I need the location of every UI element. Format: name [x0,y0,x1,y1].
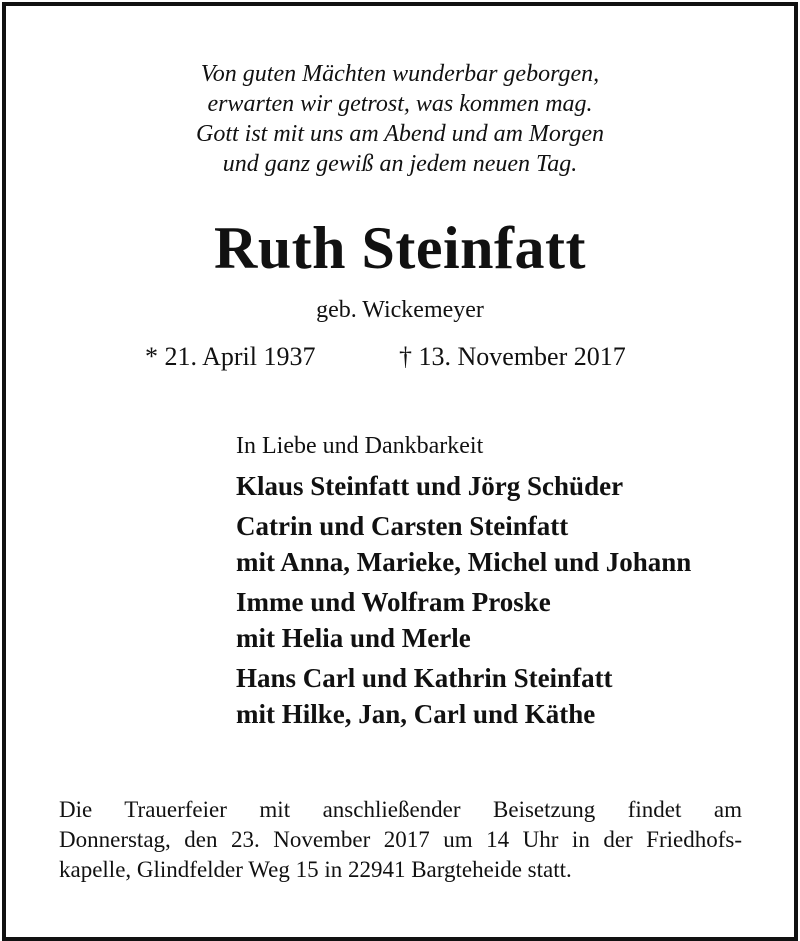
maiden-name: geb. Wickemeyer [316,297,484,323]
notice-line: Donnerstag, den 23. November 2017 um 14 Uhr in der Friedhofs- [59,827,742,852]
mourner-line: Klaus Steinfatt und Jörg Schüder [236,471,624,501]
mourners-intro: In Liebe und Dankbarkeit [236,433,484,459]
mourner-line: Hans Carl und Kathrin Steinfatt [236,663,613,693]
death-date: † 13. November 2017 [399,342,626,371]
funeral-notice [59,795,742,885]
mourner-line: Catrin und Carsten Steinfatt [236,511,569,541]
mourner-group [236,660,776,732]
mourner-line: mit Hilke, Jan, Carl und Käthe [236,699,596,729]
mourner-group [236,508,776,580]
mourner-line: mit Helia und Merle [236,623,471,653]
notice-line: Die Trauerfeier mit anschließender Beisetzung findet am [59,797,742,822]
poem-line: Gott ist mit uns am Abend und am Morgen [196,121,604,147]
poem-verse [0,59,800,179]
poem-line: erwarten wir getrost, was kommen mag. [207,91,593,117]
birth-date: * 21. April 1937 [145,342,316,371]
deceased-name: Ruth Steinfatt [213,215,586,281]
mourner-group [236,468,776,504]
poem-line: und ganz gewiß an jedem neuen Tag. [222,151,578,177]
mourner-line: mit Anna, Marieke, Michel und Johann [236,547,692,577]
poem-line: Von guten Mächten wunderbar geborgen, [200,61,600,87]
mourner-line: Imme und Wolfram Proske [236,587,551,617]
mourners-list [236,431,776,736]
mourner-group [236,584,776,656]
notice-line: kapelle, Glindfelder Weg 15 in 22941 Bargteheide statt. [59,857,572,882]
